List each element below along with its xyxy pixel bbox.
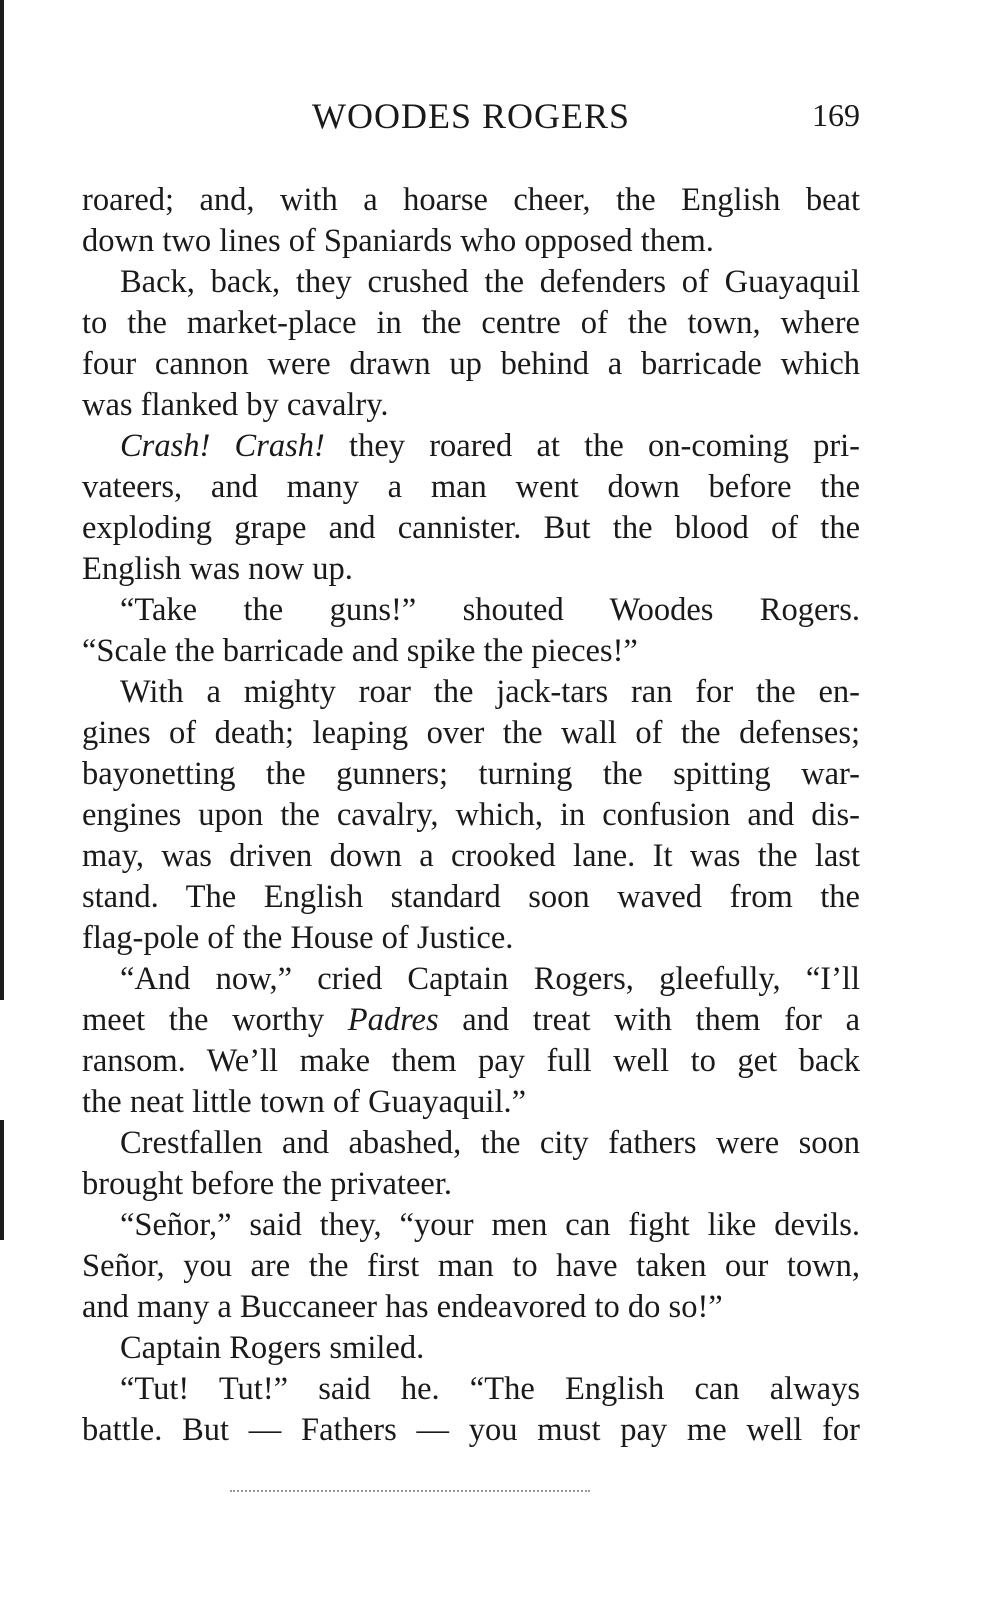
text-line-content: and treat with them for a <box>438 1002 860 1038</box>
text-line <box>82 549 860 590</box>
text-line-content: to the market-place in the centre of the town, where <box>82 305 860 341</box>
text-line-content: “Señor,” said they, “your men can fight like devils. <box>120 1207 860 1243</box>
text-line <box>82 303 860 344</box>
text-line-content: Crestfallen and abashed, the city fathers were soon <box>120 1125 860 1161</box>
text-line-content: With a mighty roar the jack-tars ran for the en- <box>120 674 860 710</box>
text-line <box>82 713 860 754</box>
page-header <box>82 95 860 145</box>
text-line-content: ransom. We’ll make them pay full well to get back <box>82 1043 860 1079</box>
text-line-content: they roared at the on-coming pri- <box>324 428 861 464</box>
text-line-content: gines of death; leaping over the wall of the defenses; <box>82 715 860 751</box>
footer-marks <box>230 1490 590 1496</box>
text-line-content: Captain Rogers smiled. <box>120 1330 425 1366</box>
scan-edge-line-bottom <box>0 1120 4 1240</box>
text-line-content: battle. But — Fathers — you must pay me well for <box>82 1412 860 1448</box>
text-line <box>82 385 860 426</box>
text-line-content: “Tut! Tut!” said he. “The English can always <box>120 1371 860 1407</box>
text-line <box>82 754 860 795</box>
text-line <box>82 1369 860 1410</box>
text-line <box>82 631 860 672</box>
text-line-content: vateers, and many a man went down before the <box>82 469 860 505</box>
text-line <box>82 180 860 221</box>
text-line-content: roared; and, with a hoarse cheer, the English beat <box>82 182 860 218</box>
text-line-content: “And now,” cried Captain Rogers, gleefully, “I’ll <box>120 961 860 997</box>
text-line-content: may, was driven down a crooked lane. It was the last <box>82 838 860 874</box>
text-line-content: Señor, you are the first man to have taken our town, <box>82 1248 860 1284</box>
scan-edge-line-top <box>0 0 4 1000</box>
text-line-content: flag-pole of the House of Justice. <box>82 920 514 956</box>
text-line-content: English was now up. <box>82 551 353 587</box>
text-line-content: exploding grape and cannister. But the blood of the <box>82 510 860 546</box>
text-line <box>82 836 860 877</box>
text-line <box>82 1041 860 1082</box>
text-line-content: four cannon were drawn up behind a barricade which <box>82 346 860 382</box>
text-line <box>82 1123 860 1164</box>
text-line <box>82 426 860 467</box>
text-line <box>82 1000 860 1041</box>
text-line-content: brought before the privateer. <box>82 1166 452 1202</box>
text-line <box>82 508 860 549</box>
text-line <box>82 1164 860 1205</box>
text-line-italic: Crash! Crash! <box>120 428 325 464</box>
text-line <box>82 590 860 631</box>
text-line-pre: meet the worthy <box>82 1002 348 1038</box>
text-line-content: bayonetting the gunners; turning the spitting war- <box>82 756 860 792</box>
text-line <box>82 1205 860 1246</box>
text-line <box>82 877 860 918</box>
page-number: 169 <box>812 97 860 133</box>
text-line-content: stand. The English standard soon waved from the <box>82 879 860 915</box>
text-line <box>82 918 860 959</box>
text-line <box>82 795 860 836</box>
text-line-content: and many a Buccaneer has endeavored to do so!” <box>82 1289 723 1325</box>
text-line <box>82 1246 860 1287</box>
text-line-content: down two lines of Spaniards who opposed them. <box>82 223 714 259</box>
text-line <box>82 1287 860 1328</box>
text-line-content: was flanked by cavalry. <box>82 387 389 423</box>
text-line <box>82 1082 860 1123</box>
text-line-content: “Scale the barricade and spike the pieces!” <box>82 633 638 669</box>
text-line-content: Back, back, they crushed the defenders of Guayaquil <box>120 264 860 300</box>
text-line <box>82 262 860 303</box>
text-line-content: engines upon the cavalry, which, in confusion and dis- <box>82 797 860 833</box>
text-line <box>82 221 860 262</box>
text-line <box>82 1410 860 1451</box>
text-line-italic: Padres <box>347 1002 439 1038</box>
text-line <box>82 1328 860 1369</box>
running-head: WOODES ROGERS <box>311 96 630 136</box>
text-line <box>82 672 860 713</box>
body-text <box>82 180 860 1451</box>
text-line <box>82 344 860 385</box>
text-line <box>82 467 860 508</box>
text-line <box>82 959 860 1000</box>
text-line-content: “Take the guns!” shouted Woodes Rogers. <box>120 592 860 628</box>
text-line-content: the neat little town of Guayaquil.” <box>82 1084 527 1120</box>
